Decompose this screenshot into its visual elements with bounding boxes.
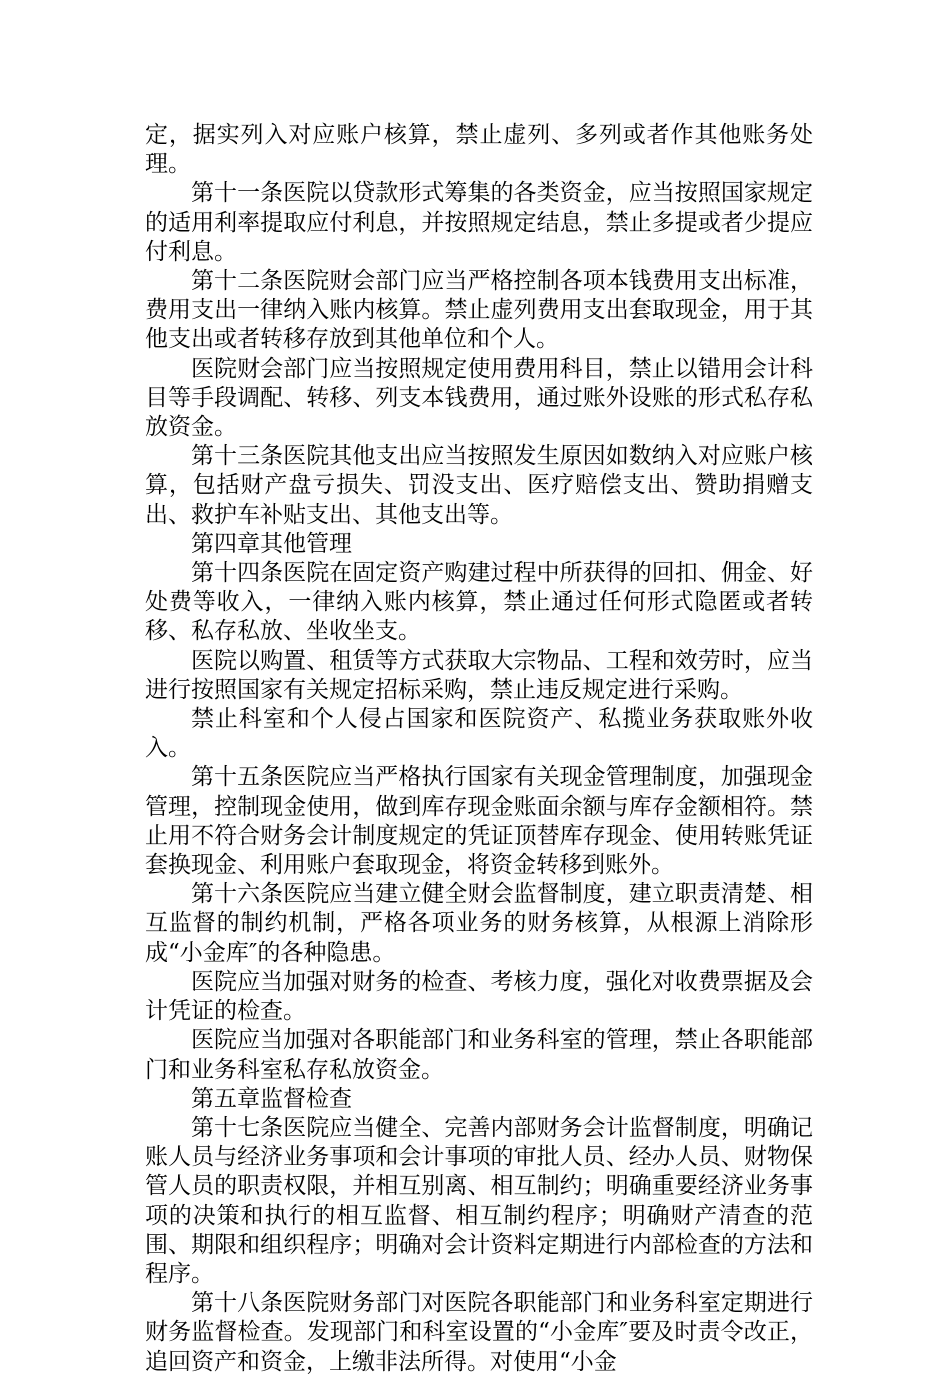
- paragraph-article-13: 第十三条医院其他支出应当按照发生原因如数纳入对应账户核算，包括财产盘亏损失、罚没支出、医疗赔偿支出、赞助捐赠支出、救护车补贴支出、其他支出等。: [145, 443, 813, 528]
- paragraph-article-17: 第十七条医院应当健全、完善内部财务会计监督制度，明确记账人员与经济业务事项和会计事项的审批人员、经办人员、财物保管人员的职责权限，并相互别离、相互制约；明确重要经济业务事项的决策和执行的相互监督、相互制约程序；明确财产清查的范围、期限和组织程序；明确对会计资料定期进行内部检查的方法和程序。: [145, 1114, 813, 1287]
- paragraph-article-11: 第十一条医院以贷款形式筹集的各类资金，应当按照国家规定的适用利率提取应付利息，并按照规定结息，禁止多提或者少提应付利息。: [145, 180, 813, 265]
- chapter-5-heading: 第五章监督检查: [191, 1085, 352, 1112]
- paragraph-inspection: 医院应当加强对财务的检查、考核力度，强化对收费票据及会计凭证的检查。: [145, 968, 813, 1025]
- paragraph-article-14: 第十四条医院在固定资产购建过程中所获得的回扣、佣金、好处费等收入，一律纳入账内核算，禁止通过任何形式隐匿或者转移、私存私放、坐收坐支。: [145, 560, 813, 645]
- document-body: [145, 121, 813, 1377]
- paragraph-article-12: 第十二条医院财会部门应当严格控制各项本钱费用支出标准，费用支出一律纳入账内核算。禁止虚列费用支出套取现金，用于其他支出或者转移存放到其他单位和个人。: [145, 268, 813, 353]
- paragraph-article-15: 第十五条医院应当严格执行国家有关现金管理制度，加强现金管理，控制现金使用，做到库存现金账面余额与库存金额相符。禁止用不符合财务会计制度规定的凭证顶替库存现金、使用转账凭证套换现金、利用账户套取现金，将资金转移到账外。: [145, 764, 813, 879]
- chapter-4-heading: 第四章其他管理: [191, 530, 352, 557]
- paragraph-article-16: 第十六条医院应当建立健全财会监督制度，建立职责清楚、相互监督的制约机制，严格各项业务的财务核算，从根源上消除形成“小金库″的各种隐患。: [145, 881, 813, 966]
- paragraph-department-management: 医院应当加强对各职能部门和业务科室的管理，禁止各职能部门和业务科室私存私放资金。: [145, 1027, 813, 1083]
- paragraph-1: 定，据实列入对应账户核算，禁止虚列、多列或者作其他账务处理。: [145, 122, 813, 178]
- paragraph-procurement: 医院以购置、租赁等方式获取大宗物品、工程和效劳时，应当进行按照国家有关规定招标采购，禁止违反规定进行采购。: [145, 647, 813, 703]
- paragraph-prohibit-occupation: 禁止科室和个人侵占国家和医院资产、私揽业务获取账外收入。: [145, 706, 813, 762]
- paragraph-article-18: 第十八条医院财务部门对医院各职能部门和业务科室定期进行财务监督检查。发现部门和科室设置的“小金库″要及时责令改正，追回资产和资金，上缴非法所得。对使用“小金: [145, 1290, 813, 1375]
- paragraph-expense-accounts: 医院财会部门应当按照规定使用费用科目，禁止以错用会计科目等手段调配、转移、列支本钱费用，通过账外设账的形式私存私放资金。: [145, 355, 813, 441]
